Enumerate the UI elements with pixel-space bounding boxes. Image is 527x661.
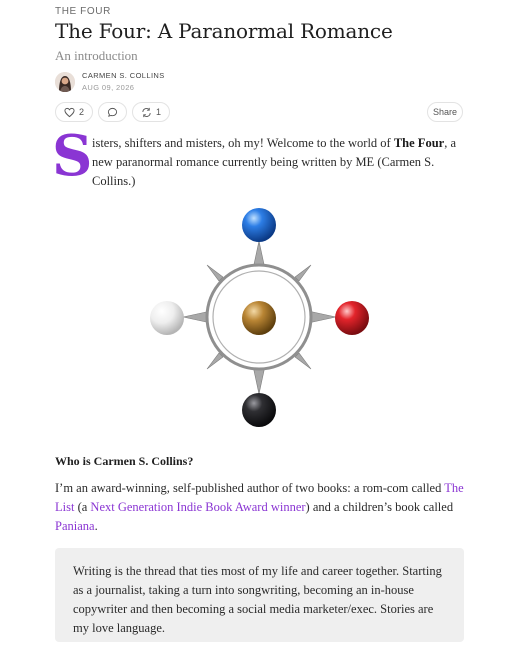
post-date: AUG 09, 2026 <box>82 83 135 92</box>
orb-left-white <box>150 301 184 335</box>
comment-button[interactable] <box>98 102 127 122</box>
restack-button[interactable] <box>132 102 170 122</box>
restack-icon <box>141 107 152 118</box>
about-text-1: I’m an award-winning, self-published author of two books: a rom-com called <box>55 481 445 495</box>
drop-cap: S <box>52 123 93 189</box>
author-name[interactable]: CARMEN S. COLLINS <box>82 71 165 80</box>
intro-text-end: , a new paranormal romance currently being written by ME (Carmen S. Collins.) <box>92 136 457 188</box>
about-text-2: (a <box>74 500 91 514</box>
orb-bottom-black <box>242 393 276 427</box>
like-button[interactable] <box>55 102 93 122</box>
post-actions <box>55 102 175 122</box>
orb-top-blue <box>242 208 276 242</box>
section-heading: Who is Carmen S. Collins? <box>55 454 194 468</box>
restack-count: 1 <box>156 107 162 117</box>
byline <box>55 71 165 92</box>
paniana-link[interactable]: Paniana <box>55 519 95 533</box>
comment-icon <box>107 107 118 118</box>
pull-quote: Writing is the thread that ties most of my life and career together. Starting as a journalist, taking a turn into songwriting, becoming an in-house copywriter and then becoming a social media marketer/exec. Stories are my love language. <box>55 548 464 642</box>
orb-right-red <box>335 301 369 335</box>
about-paragraph <box>55 479 467 536</box>
award-link[interactable]: Next Generation Indie Book Award winner <box>90 500 306 514</box>
like-count: 2 <box>79 107 85 117</box>
intro-paragraph <box>92 134 467 191</box>
orb-center-gold <box>242 301 276 335</box>
about-text-4: . <box>94 519 98 533</box>
intro-bold-title: The Four <box>393 136 445 150</box>
post-subtitle: An introduction <box>55 48 138 63</box>
share-button[interactable]: Share <box>427 102 463 122</box>
post-title: The Four: A Paranormal Romance <box>55 19 393 43</box>
about-text-3: ) and a children’s book called <box>305 500 454 514</box>
author-avatar[interactable] <box>55 72 75 92</box>
heart-icon <box>64 107 75 118</box>
intro-text: isters, shifters and misters, oh my! Welcome to the world of <box>92 136 394 150</box>
compass-illustration <box>147 205 372 430</box>
the-list-link[interactable]: The List <box>55 481 464 514</box>
publication-name[interactable]: THE FOUR <box>55 6 111 17</box>
